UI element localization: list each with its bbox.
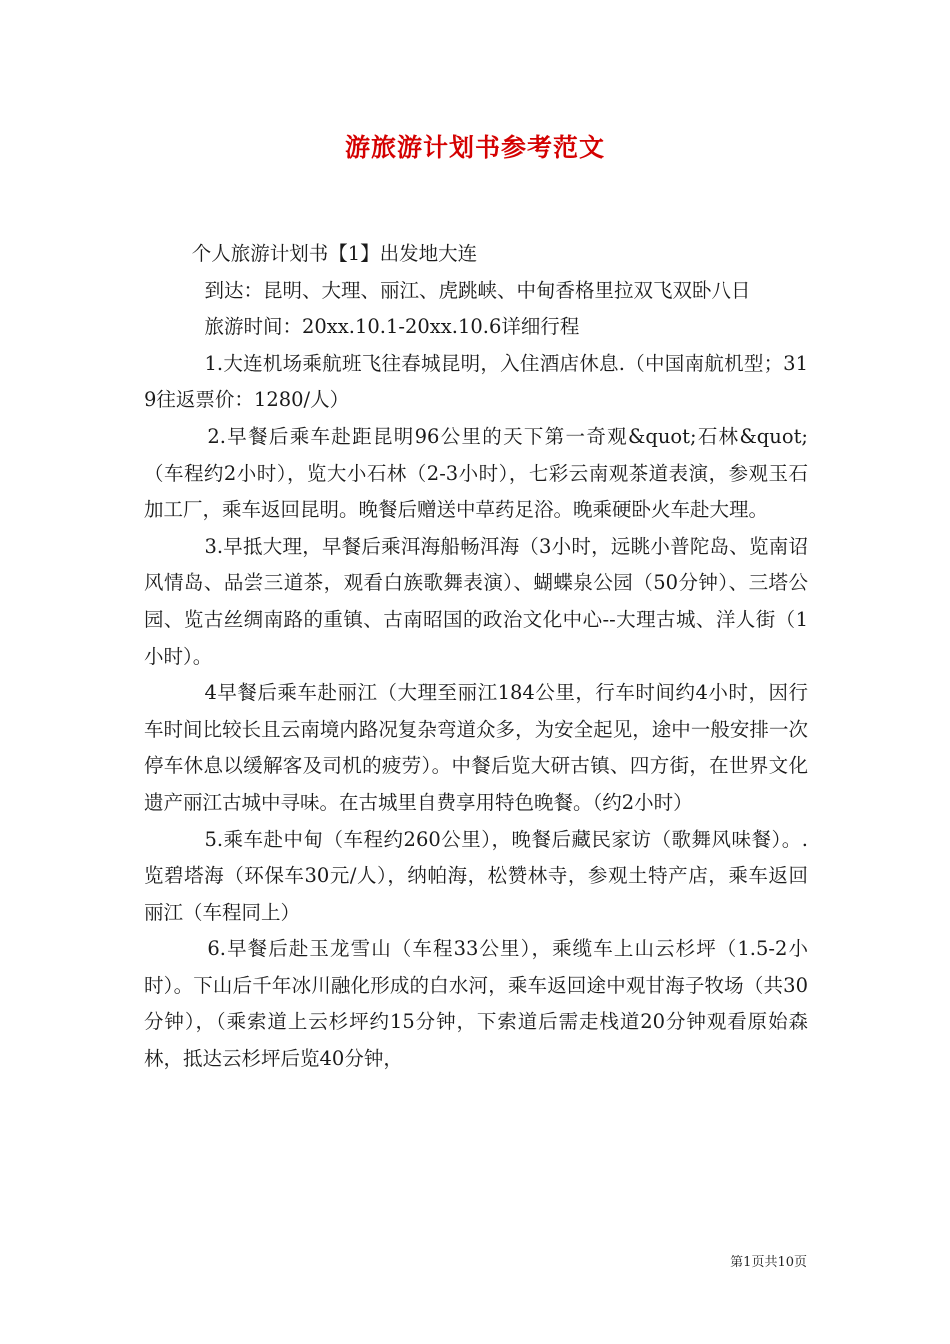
paragraph-5: 2.早餐后乘车赴距昆明96公里的天下第一奇观&quot;石林&quot;（车程约2小时），览大小石林（2-3小时），七彩云南观茶道表演，参观玉石加工厂，乘车返回昆明。晚餐后赠送中草药足浴。晚乘硬卧火车赴大理。 — [144, 424, 808, 522]
paragraph-1: 个人旅游计划书【1】出发地大连 — [191, 242, 478, 265]
page-footer: 第1页共10页 — [730, 1255, 807, 1270]
paragraph-3: 旅游时间：20xx.10.1-20xx.10.6详细行程 — [204, 315, 580, 339]
document-body — [144, 236, 808, 1078]
paragraph-6: 3.早抵大理，早餐后乘洱海船畅洱海（3小时，远眺小普陀岛、览南诏风情岛、品尝三道茶，观看白族歌舞表演）、蝴蝶泉公园（50分钟）、三塔公园、览古丝绸南路的重镇、古南昭国的政治文化中心--大理古城、洋人街（1小时）。 — [144, 534, 808, 668]
document-title: 游旅游计划书参考范文 — [344, 133, 605, 162]
paragraph-2: 到达：昆明、大理、丽江、虎跳峡、中甸香格里拉双飞双卧八日 — [204, 278, 751, 302]
paragraph-9: 6.早餐后赴玉龙雪山（车程33公里），乘缆车上山云杉坪（1.5-2小时）。下山后千年冰川融化形成的白水河，乘车返回途中观甘海子牧场（共30分钟），（乘索道上云杉坪约15分钟，下索道后需走栈道20分钟观看原始森林，抵达云杉坪后览40分钟， — [144, 937, 808, 1071]
paragraph-4: 1.大连机场乘航班飞往春城昆明，入住酒店休息.（中国南航机型；319往返票价：1280/人） — [144, 351, 808, 412]
paragraph-7: 4早餐后乘车赴丽江（大理至丽江184公里，行车时间约4小时，因行车时间比较长且云南境内路况复杂弯道众多，为安全起见，途中一般安排一次停车休息以缓解客及司机的疲劳）。中餐后览大研古镇、四方街，在世界文化遗产丽江古城中寻味。在古城里自费享用特色晚餐。（约2小时） — [144, 681, 808, 814]
paragraph-8: 5.乘车赴中甸（车程约260公里），晚餐后藏民家访（歌舞风味餐）。.览碧塔海（环保车30元/人），纳帕海，松赞林寺，参观土特产店，乘车返回丽江（车程同上） — [144, 827, 808, 924]
